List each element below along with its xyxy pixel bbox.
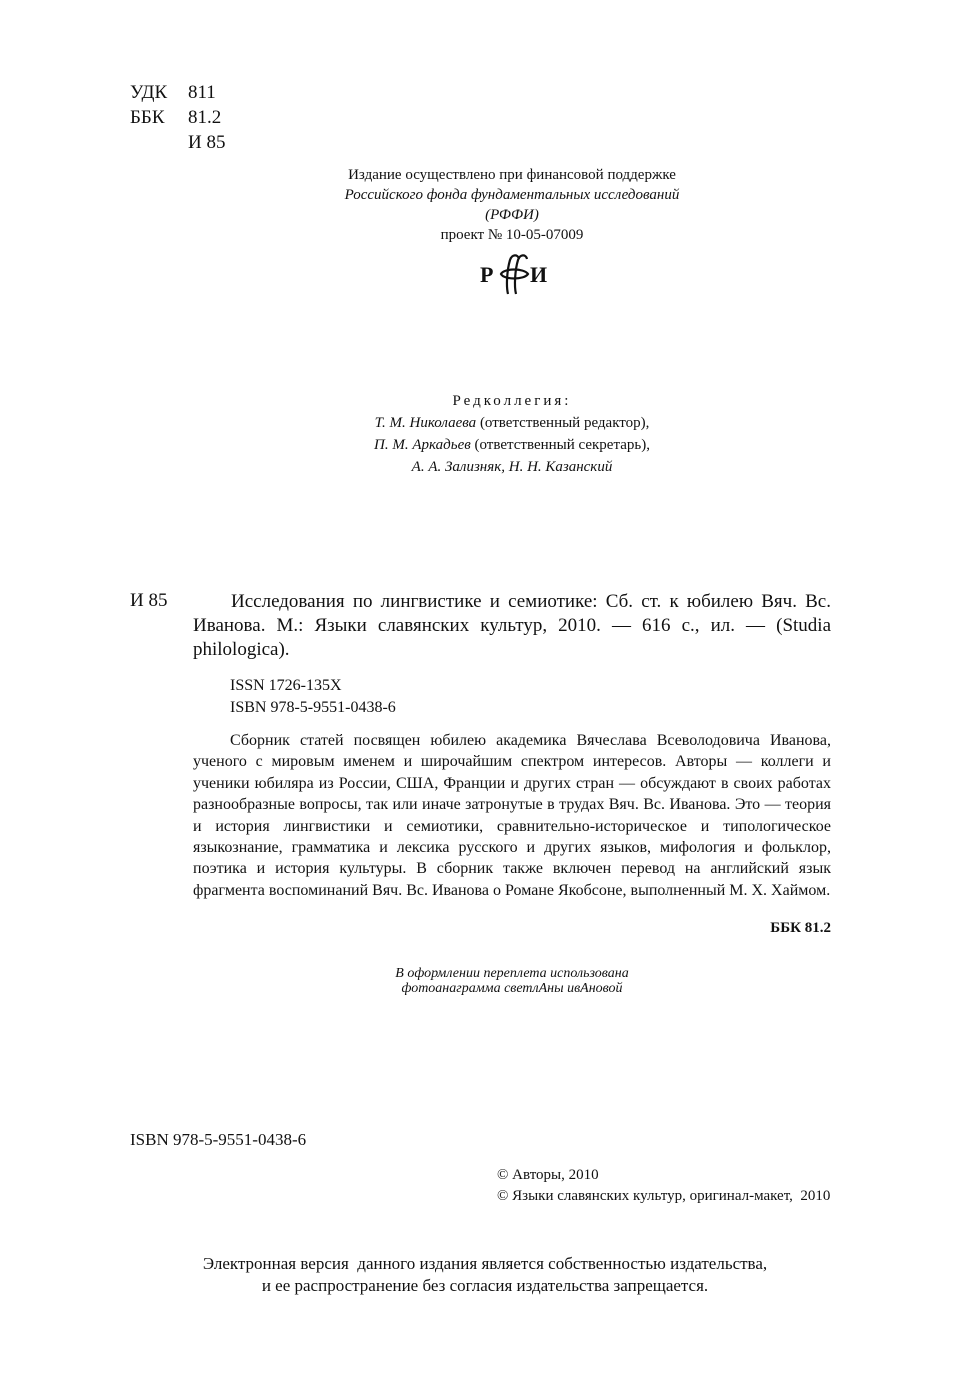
board-member-1 bbox=[262, 412, 762, 434]
board-heading: Редколлегия: bbox=[452, 393, 572, 409]
bbk-row bbox=[130, 105, 225, 130]
funding-line-4: проект № 10-05-07009 bbox=[440, 227, 584, 243]
rffi-logo-icon bbox=[470, 250, 560, 300]
udk-row bbox=[130, 80, 225, 105]
author-code-row bbox=[130, 130, 225, 155]
cover-note-line-2: фотоанаграмма светлАны ивАновой bbox=[401, 981, 623, 996]
author-code: И 85 bbox=[188, 132, 226, 153]
copyright-line-1: © Авторы, 2010 bbox=[497, 1167, 599, 1183]
bbk-value: 81.2 bbox=[188, 107, 222, 128]
issn: ISSN 1726-135X bbox=[230, 677, 342, 694]
isbn: ISBN 978-5-9551-0438-6 bbox=[230, 699, 396, 716]
udk-label: УДК bbox=[130, 82, 168, 103]
udk-value: 811 bbox=[188, 82, 216, 103]
funding-line-2: Российского фонда фундаментальных исследований bbox=[344, 187, 680, 203]
bibliography-index: И 85 bbox=[130, 590, 168, 611]
funding-line-3: (РФФИ) bbox=[485, 207, 539, 223]
copyright-block bbox=[497, 1165, 830, 1207]
electronic-notice-line-1: Электронная версия данного издания является собственностью издательства, bbox=[202, 1254, 768, 1273]
funding-line-1: Издание осуществлено при финансовой поддержке bbox=[348, 167, 676, 183]
copyright-line-2: © Языки славянских культур, оригинал-макет, 2010 bbox=[497, 1188, 831, 1204]
bbk-label: ББК bbox=[130, 107, 165, 128]
abstract-bbk: ББК 81.2 bbox=[770, 920, 831, 936]
electronic-notice bbox=[140, 1253, 830, 1297]
issn-isbn-block bbox=[230, 675, 396, 719]
board-member-3: А. А. Зализняк, Н. Н. Казанский bbox=[411, 459, 613, 475]
abstract bbox=[193, 730, 831, 901]
cover-note bbox=[262, 966, 762, 996]
board-member-1-name: Т. М. Николаева bbox=[374, 415, 477, 431]
isbn-bottom: ISBN 978-5-9551-0438-6 bbox=[130, 1130, 307, 1149]
bibliography-text: Исследования по лингвистике и семиотике: Сб. ст. к юбилею Вяч. Вс. Иванова. М.: Языки славянских культур, 2010. — 616 с., ил. — (Studia philologica). bbox=[193, 591, 831, 660]
cover-note-line-1: В оформлении переплета использована bbox=[395, 966, 629, 981]
board-member-2 bbox=[262, 434, 762, 456]
editorial-board bbox=[262, 390, 762, 478]
board-member-2-role: (ответственный секретарь), bbox=[470, 437, 650, 453]
logo-letter-left: Р bbox=[480, 262, 494, 287]
funding-note bbox=[262, 165, 762, 245]
board-member-1-role: (ответственный редактор), bbox=[476, 415, 650, 431]
classification-block bbox=[130, 80, 225, 155]
electronic-notice-line-2: и ее распространение без согласия издательства запрещается. bbox=[261, 1276, 709, 1295]
logo-letter-right: И bbox=[530, 262, 548, 287]
bibliography-description bbox=[193, 590, 831, 662]
abstract-text: Сборник статей посвящен юбилею академика Вячеслава Всеволодовича Иванова, ученого с мировым именем и широчайшим спектром интересов. Авторы — коллеги и ученики юбиляра из России, США, Франции и других стран — обсуждают в своих работах разнообразные вопросы, так или иначе затронутые в трудах Вяч. Вс. Иванова. Это — теория и история лингвистики и семиотики, сравнительно-историческое и типологическое языкознание, грамматика и лексика русского и других языков, мифология и фольклор, поэтика и история культуры. В сборник также включен перевод на английский язык фрагмента воспоминаний Вяч. Вс. Иванова о Романе Якобсоне, выполненный М. Х. Хаймом. bbox=[193, 732, 831, 899]
board-member-2-name: П. М. Аркадьев bbox=[374, 437, 471, 453]
